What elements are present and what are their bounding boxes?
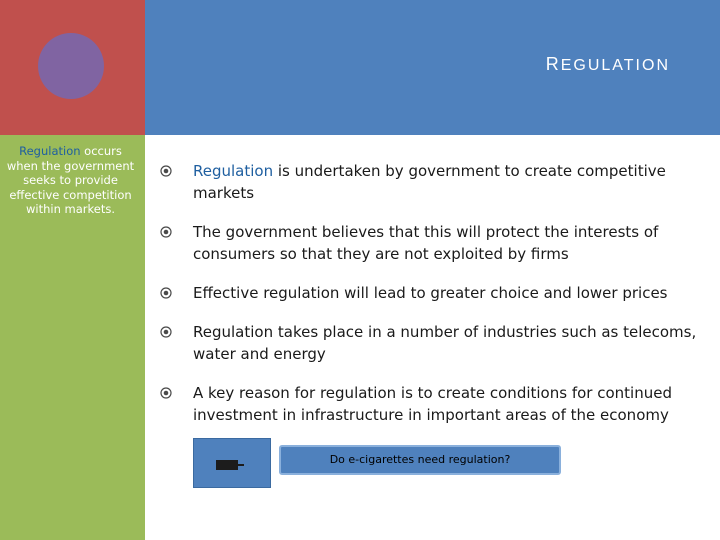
target-bullet-icon [160,165,172,177]
bullet-text: is undertaken by government to create competitive markets [193,162,666,202]
bullet-list [160,160,700,443]
target-bullet-icon [160,326,172,338]
slide-title: REGULATION [545,54,670,74]
sidebar-note [4,144,137,217]
decorative-circle [38,33,104,99]
e-cigarette-tip-icon [238,464,244,466]
bullet-item [160,382,700,426]
bullet-text: Effective regulation will lead to greater choice and lower prices [193,284,668,302]
bullet-text: A key reason for regulation is to create conditions for continued investment in infrastructure in important areas of the economy [193,384,672,424]
sidebar-note-text: occurs when the government seeks to provide effective competition within markets. [6,144,135,216]
sidebar-note-highlight: Regulation [19,144,81,158]
video-thumbnail[interactable] [193,438,271,488]
target-bullet-icon [160,287,172,299]
bullet-item [160,282,700,304]
e-cigarette-icon [216,460,238,470]
bullet-item [160,221,700,265]
bullet-highlight: Regulation [193,162,274,180]
bullet-item [160,160,700,204]
e-cigarettes-link-button[interactable]: Do e-cigarettes need regulation? [279,445,561,475]
bullet-text: Regulation takes place in a number of industries such as telecoms, water and energy [193,323,697,363]
target-bullet-icon [160,226,172,238]
bullet-item [160,321,700,365]
target-bullet-icon [160,387,172,399]
bullet-text: The government believes that this will protect the interests of consumers so that they are not exploited by firms [193,223,659,263]
